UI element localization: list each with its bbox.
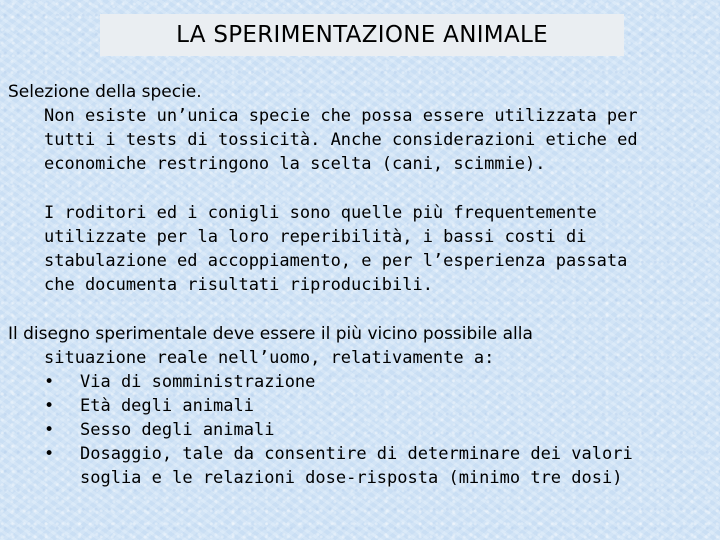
bullet-item-animal-sex: Sesso degli animali	[80, 420, 275, 440]
section2-intro-line1: Il disegno sperimentale deve essere il più vicino possibile alla	[8, 324, 533, 344]
bullet-item-dosage: Dosaggio, tale da consentire di determinare dei valori	[80, 444, 633, 464]
section1-para1-line1: Non esiste un’unica specie che possa essere utilizzata per	[44, 106, 638, 126]
section1-para1-line3: economiche restringono la scelta (cani, scimmie).	[44, 154, 546, 174]
section1-para1-line2: tutti i tests di tossicità. Anche considerazioni etiche ed	[44, 130, 638, 150]
bullet-marker: •	[44, 444, 55, 464]
page-title: LA SPERIMENTAZIONE ANIMALE	[176, 22, 548, 48]
bullet-marker: •	[44, 396, 55, 416]
section1-para2-line3: stabulazione ed accoppiamento, e per l’esperienza passata	[44, 251, 628, 271]
section1-heading: Selezione della specie.	[8, 82, 202, 102]
bullet-item-administration-route: Via di somministrazione	[80, 372, 316, 392]
bullet-item-dosage-continuation: soglia e le relazioni dose-risposta (minimo tre dosi)	[80, 468, 623, 488]
section2-intro-line2: situazione reale nell’uomo, relativamente a:	[44, 348, 495, 368]
title-box	[100, 14, 624, 56]
bullet-item-animal-age: Età degli animali	[80, 396, 254, 416]
section1-para2-line2: utilizzate per la loro reperibilità, i bassi costi di	[44, 227, 587, 247]
bullet-marker: •	[44, 372, 55, 392]
bullet-marker: •	[44, 420, 55, 440]
section1-para2-line1: I roditori ed i conigli sono quelle più frequentemente	[44, 203, 597, 223]
section1-para2-line4: che documenta risultati riproducibili.	[44, 275, 433, 295]
